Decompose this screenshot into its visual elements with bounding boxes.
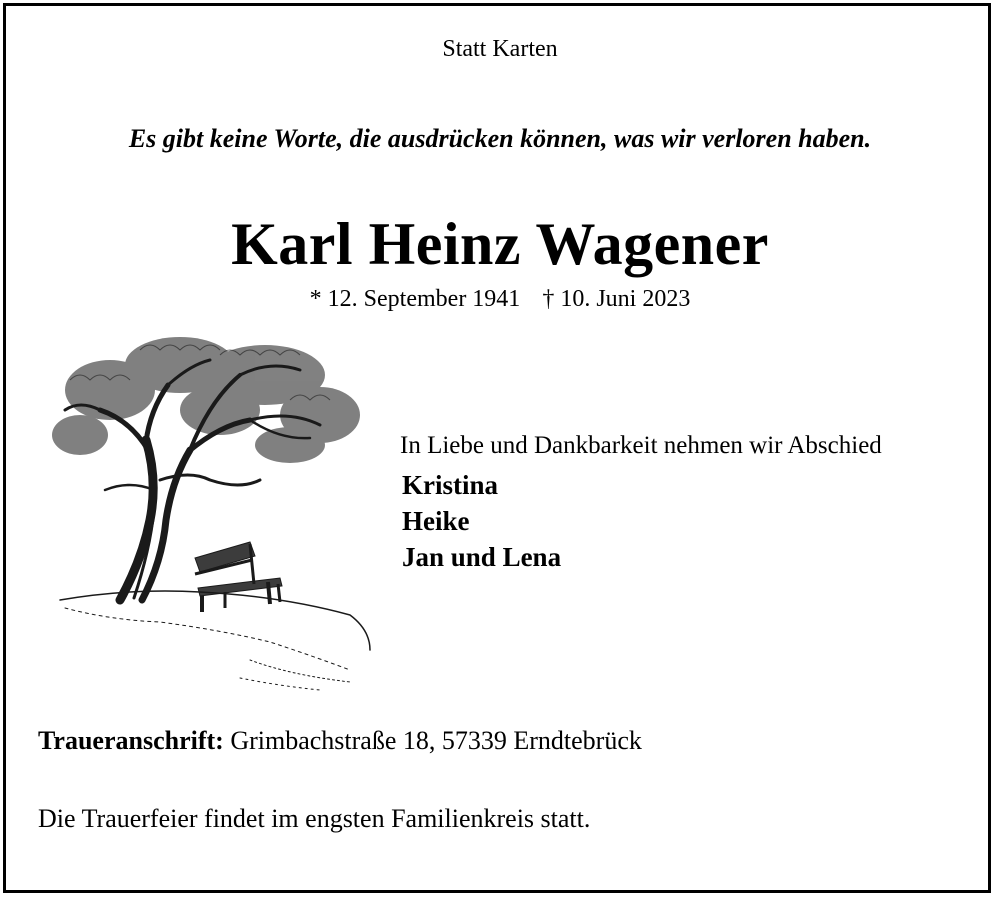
service-note: Die Trauerfeier findet im engsten Familienkreis statt. bbox=[38, 804, 591, 833]
deceased-name: Karl Heinz Wagener bbox=[231, 211, 769, 277]
mourning-address bbox=[38, 726, 642, 756]
notice-quote: Es gibt keine Worte, die ausdrücken können, was wir verloren haben. bbox=[128, 124, 872, 153]
address-label: Traueranschrift: bbox=[38, 726, 224, 755]
notice-header: Statt Karten bbox=[442, 36, 558, 62]
mourner-name: Kristina bbox=[402, 470, 499, 500]
death-date: † 10. Juni 2023 bbox=[542, 286, 691, 312]
mourner-name: Jan und Lena bbox=[402, 542, 562, 572]
life-dates bbox=[0, 286, 1000, 313]
farewell-intro: In Liebe und Dankbarkeit nehmen wir Abschied bbox=[400, 432, 882, 459]
mourner-name: Heike bbox=[402, 506, 470, 536]
tree-with-bench-icon bbox=[50, 330, 380, 695]
address-value: Grimbachstraße 18, 57339 Erndtebrück bbox=[230, 726, 642, 755]
birth-date: * 12. September 1941 bbox=[309, 286, 521, 312]
